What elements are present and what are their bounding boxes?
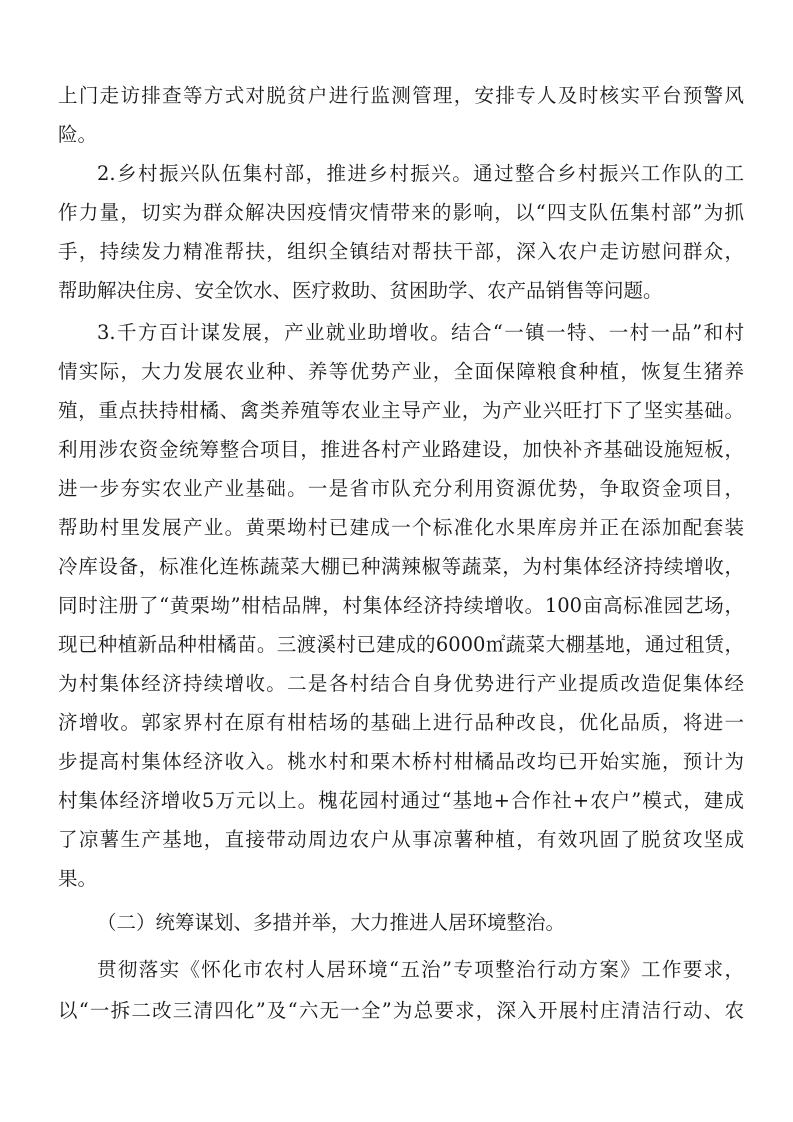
paragraph-line: 以“一拆二改三清四化”及“六无一全”为总要求，深入开展村庄清洁行动、农 [58,999,744,1022]
paragraph-line: 了凉薯生产基地，直接带动周边农户从事凉薯种植，有效巩固了脱贫攻坚成 [58,828,744,851]
paragraph-line: 殖，重点扶持柑橘、禽类养殖等农业主导产业，为产业兴旺打下了坚实基础。 [58,399,744,422]
paragraph-line: 帮助村里发展产业。黄栗坳村已建成一个标准化水果库房并正在添加配套装 [58,516,744,539]
paragraph-line: 现已种植新品种柑橘苗。三渡溪村已建成的6000㎡蔬菜大棚基地，通过租赁， [58,633,744,656]
paragraph-line: 手，持续发力精准帮扶，组织全镇结对帮扶干部，深入农户走访慰问群众， [58,240,744,263]
paragraph-line: 上门走访排查等方式对脱贫户进行监测管理，安排专人及时核实平台预警风 [58,84,744,107]
paragraph-line: 贯彻落实《怀化市农村人居环境“五治”专项整治行动方案》工作要求， [97,958,744,981]
paragraph-line: 2.乡村振兴队伍集村部，推进乡村振兴。通过整合乡村振兴工作队的工 [97,162,744,185]
section-heading: （二）统筹谋划、多措并举，大力推进人居环境整治。 [97,911,566,934]
paragraph-line: 为村集体经济持续增收。二是各村结合自身优势进行产业提质改造促集体经 [58,672,744,695]
paragraph-line: 济增收。郭家界村在原有柑桔场的基础上进行品种改良，优化品质，将进一 [58,711,744,734]
paragraph-line: 帮助解决住房、安全饮水、医疗救助、贫困助学、农产品销售等问题。 [58,279,663,302]
paragraph-line: 险。 [58,123,98,146]
paragraph-line: 同时注册了“黄栗坳”柑桔品牌，村集体经济持续增收。100亩高标准园艺场， [58,594,744,617]
paragraph-line: 3.千方百计谋发展，产业就业助增收。结合“一镇一特、一村一品”和村 [97,321,744,344]
paragraph-line: 利用涉农资金统筹整合项目，推进各村产业路建设，加快补齐基础设施短板， [58,438,744,461]
paragraph-line: 进一步夯实农业产业基础。一是省市队充分利用资源优势，争取资金项目， [58,477,744,500]
paragraph-line: 情实际，大力发展农业种、养等优势产业，全面保障粮食种植，恢复生猪养 [58,360,744,383]
paragraph-line: 步提高村集体经济收入。桃水村和栗木桥村柑橘品改均已开始实施，预计为 [58,750,744,773]
paragraph-line: 冷库设备，标准化连栋蔬菜大棚已种满辣椒等蔬菜，为村集体经济持续增收， [58,555,744,578]
paragraph-line: 果。 [58,867,98,890]
paragraph-line: 作力量，切实为群众解决因疫情灾情带来的影响，以“四支队伍集村部”为抓 [58,201,744,224]
paragraph-line: 村集体经济增收5万元以上。槐花园村通过“基地+合作社+农户”模式，建成 [58,789,744,812]
